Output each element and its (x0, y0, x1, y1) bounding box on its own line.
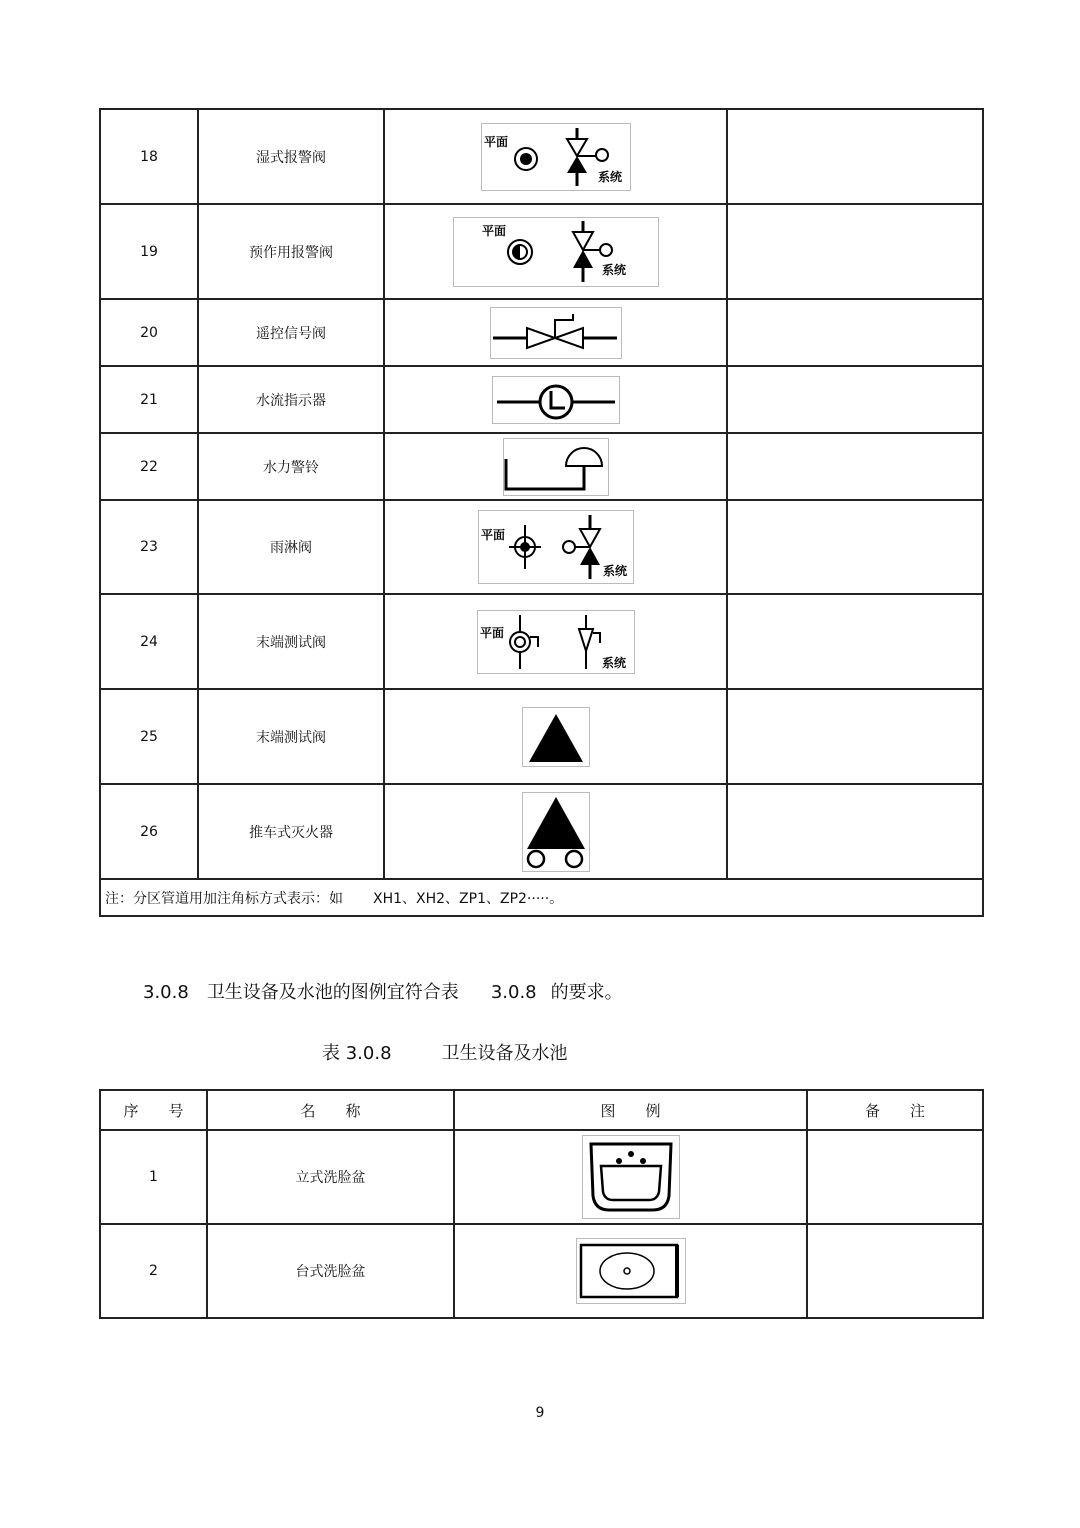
table-note (100, 879, 983, 916)
header-name: 名 称 (207, 1090, 454, 1130)
row-name: 台式洗脸盆 (207, 1224, 454, 1318)
section-number: 3.0.8 (143, 982, 189, 1003)
table-row (100, 594, 983, 689)
row-remark (727, 433, 983, 500)
cart-extinguisher-symbol (522, 792, 590, 872)
header-remark: 备 注 (807, 1090, 983, 1130)
row-number: 25 (100, 689, 198, 784)
row-number: 22 (100, 433, 198, 500)
row-number: 26 (100, 784, 198, 879)
row-symbol (384, 204, 727, 299)
table-row (100, 689, 983, 784)
row-symbol (454, 1130, 807, 1224)
note-codes: XH1、XH2、ZP1、ZP2·····。 (373, 890, 564, 907)
row-name: 湿式报警阀 (198, 109, 384, 204)
row-number: 19 (100, 204, 198, 299)
row-symbol (384, 109, 727, 204)
row-remark (727, 594, 983, 689)
row-name: 遥控信号阀 (198, 299, 384, 366)
table-row (100, 784, 983, 879)
row-remark (727, 366, 983, 433)
system-label: 系统 (597, 169, 622, 184)
row-remark (727, 204, 983, 299)
row-remark (727, 689, 983, 784)
table-caption (322, 1039, 568, 1065)
row-symbol (384, 784, 727, 879)
legend-table-fire (99, 108, 984, 917)
legend-table-sanitary (99, 1089, 984, 1319)
header-symbol: 图 例 (454, 1090, 807, 1130)
row-remark (727, 784, 983, 879)
row-number: 21 (100, 366, 198, 433)
row-symbol (384, 433, 727, 500)
section-paragraph (143, 978, 623, 1004)
row-symbol (454, 1224, 807, 1318)
row-name: 末端测试阀 (198, 594, 384, 689)
section-ref: 3.0.8 (490, 982, 537, 1003)
row-remark (807, 1130, 983, 1224)
table-row (100, 500, 983, 594)
row-remark (727, 500, 983, 594)
page-number: 9 (535, 1405, 545, 1421)
table-note-row (100, 879, 983, 916)
row-name: 雨淋阀 (198, 500, 384, 594)
row-name: 水力警铃 (198, 433, 384, 500)
row-name: 立式洗脸盆 (207, 1130, 454, 1224)
row-name: 推车式灭火器 (198, 784, 384, 879)
pedestal-washbasin-symbol (582, 1135, 680, 1219)
preaction-alarm-valve-symbol (453, 217, 659, 287)
row-symbol (384, 299, 727, 366)
plan-label: 平面 (480, 528, 505, 542)
row-number: 23 (100, 500, 198, 594)
row-remark (807, 1224, 983, 1318)
row-symbol (384, 689, 727, 784)
row-number: 2 (100, 1224, 207, 1318)
row-remark (727, 109, 983, 204)
row-name: 末端测试阀 (198, 689, 384, 784)
deluge-valve-symbol (478, 510, 634, 584)
caption-title: 卫生设备及水池 (441, 1043, 568, 1064)
system-label: 系统 (602, 564, 627, 578)
table-row (100, 1130, 983, 1224)
table-row (100, 366, 983, 433)
table-row (100, 109, 983, 204)
section-text-a: 卫生设备及水池的图例宜符合表 (206, 982, 459, 1003)
row-number: 18 (100, 109, 198, 204)
row-name: 水流指示器 (198, 366, 384, 433)
plan-label: 平面 (481, 223, 506, 238)
counter-washbasin-symbol (576, 1238, 686, 1304)
row-name: 预作用报警阀 (198, 204, 384, 299)
table-row (100, 299, 983, 366)
plan-label: 平面 (483, 134, 508, 149)
caption-prefix: 表 3.0.8 (322, 1043, 392, 1064)
system-label: 系统 (601, 262, 626, 277)
header-number: 序 号 (100, 1090, 207, 1130)
row-number: 24 (100, 594, 198, 689)
water-gong-symbol (503, 438, 609, 496)
row-number: 1 (100, 1130, 207, 1224)
end-test-valve-symbol (477, 610, 635, 674)
table-row (100, 204, 983, 299)
row-remark (727, 299, 983, 366)
table-row (100, 1224, 983, 1318)
table-header-row (100, 1090, 983, 1130)
section-text-b: 的要求。 (550, 982, 623, 1003)
wet-alarm-valve-symbol (481, 123, 631, 191)
table-row (100, 433, 983, 500)
row-symbol (384, 594, 727, 689)
remote-signal-valve-symbol (490, 307, 622, 359)
row-symbol (384, 366, 727, 433)
water-flow-indicator-symbol (492, 376, 620, 424)
row-number: 20 (100, 299, 198, 366)
note-prefix: 注：分区管道用加注角标方式表示：如 (105, 890, 343, 907)
row-symbol (384, 500, 727, 594)
triangle-extinguisher-symbol (522, 707, 590, 767)
system-label: 系统 (601, 655, 626, 670)
plan-label: 平面 (479, 625, 504, 640)
